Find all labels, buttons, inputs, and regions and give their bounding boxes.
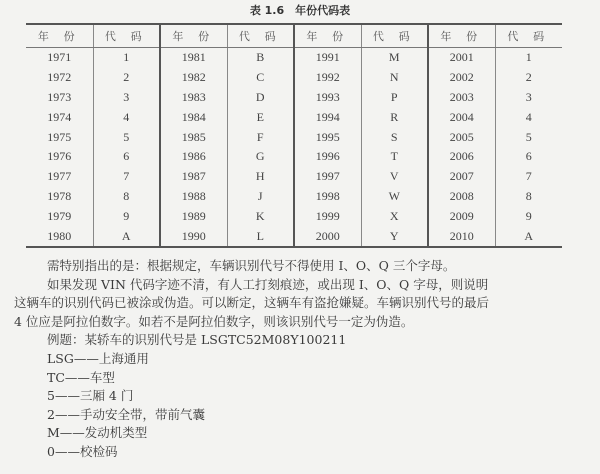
example-line: LSG——上海通用 [47, 350, 149, 366]
paragraph-vin-check: 如果发现 VIN 代码字迹不清，有人工打刻痕迹，或出现 I、O、Q 字母，则说明这辆车的识别代码已被涂或伪造。可以断定，这辆车有盗抢嫌疑。车辆识别代号的最后 4 位应是阿拉伯数字。如若不是阿拉伯数字，则该识别代号一定为伪造。 [14, 276, 490, 329]
code-cell: D [227, 88, 294, 108]
year-cell: 2007 [428, 167, 495, 187]
table-title: 表 1.6 年份代码表 [249, 4, 351, 17]
code-cell: A [495, 226, 562, 247]
year-cell: 1979 [47, 208, 72, 223]
code-cell: 4 [495, 107, 562, 127]
code-cell: 5 [495, 127, 562, 147]
year-cell: 1975 [47, 129, 72, 144]
year-cell: 1976 [47, 149, 72, 164]
code-cell: 2 [495, 68, 562, 88]
header-year: 年 份 [26, 24, 93, 48]
year-cell: 1978 [47, 188, 72, 203]
header-code: 代 码 [227, 24, 294, 48]
year-cell: 2001 [428, 48, 495, 68]
code-cell: 2 [93, 68, 160, 88]
table-header-row [26, 24, 562, 48]
code-cell: 9 [93, 206, 160, 226]
code-cell: 4 [93, 107, 160, 127]
header-code: 代 码 [361, 24, 428, 48]
header-year: 年 份 [294, 24, 361, 48]
year-cell: 1971 [47, 50, 72, 65]
year-cell: 1972 [47, 70, 72, 85]
year-cell: 1990 [160, 226, 227, 247]
code-cell: K [227, 206, 294, 226]
code-cell: 7 [495, 167, 562, 187]
year-cell: 2010 [428, 226, 495, 247]
header-code: 代 码 [495, 24, 562, 48]
year-cell: 1983 [160, 88, 227, 108]
example-line: 5——三厢 4 门 [47, 388, 134, 404]
paragraph-example: 例题：某轿车的识别代号是 LSGTC52M08Y100211 [47, 332, 347, 348]
code-cell: F [227, 127, 294, 147]
code-cell: M [361, 48, 428, 68]
code-cell: S [361, 127, 428, 147]
code-cell: 9 [495, 206, 562, 226]
code-cell: L [227, 226, 294, 247]
year-cell: 2000 [294, 226, 361, 247]
code-cell: J [227, 187, 294, 207]
table-row [26, 127, 562, 147]
example-line: 0——校检码 [47, 443, 118, 459]
example-line: TC——车型 [47, 369, 115, 385]
code-cell: 1 [93, 48, 160, 68]
example-line: 2——手动安全带，带前气囊 [47, 406, 205, 422]
year-cell: 1977 [47, 169, 72, 184]
table-row [26, 206, 562, 226]
code-cell: T [361, 147, 428, 167]
year-cell: 1995 [294, 127, 361, 147]
code-cell: N [361, 68, 428, 88]
year-cell: 2008 [428, 187, 495, 207]
header-code: 代 码 [93, 24, 160, 48]
table-row [26, 88, 562, 108]
year-cell: 1999 [294, 206, 361, 226]
year-cell: 1973 [47, 89, 72, 104]
table-row [26, 187, 562, 207]
header-year: 年 份 [428, 24, 495, 48]
year-cell: 1992 [294, 68, 361, 88]
year-cell: 1974 [47, 109, 72, 124]
table-row [26, 226, 562, 247]
year-cell: 1980 [47, 228, 72, 243]
body-text [14, 257, 494, 462]
code-cell: E [227, 107, 294, 127]
year-cell: 1991 [294, 48, 361, 68]
code-cell: 5 [93, 127, 160, 147]
code-cell: B [227, 48, 294, 68]
year-cell: 2005 [428, 127, 495, 147]
code-cell: 8 [93, 187, 160, 207]
code-cell: W [361, 187, 428, 207]
year-cell: 1998 [294, 187, 361, 207]
paragraph-note: 需特别指出的是：根据规定，车辆识别代号不得使用 I、O、Q 三个字母。 [47, 258, 456, 273]
year-cell: 1994 [294, 107, 361, 127]
code-cell: P [361, 88, 428, 108]
year-cell: 1988 [160, 187, 227, 207]
code-cell: A [93, 226, 160, 247]
year-cell: 1996 [294, 147, 361, 167]
code-cell: G [227, 147, 294, 167]
year-cell: 1997 [294, 167, 361, 187]
code-cell: 6 [495, 147, 562, 167]
code-cell: R [361, 107, 428, 127]
table-row [26, 147, 562, 167]
year-cell: 2006 [428, 147, 495, 167]
year-cell: 1993 [294, 88, 361, 108]
year-cell: 1984 [160, 107, 227, 127]
year-code-table [26, 23, 562, 248]
table-row [26, 107, 562, 127]
table-row [26, 48, 562, 68]
code-cell: 7 [93, 167, 160, 187]
year-cell: 2003 [428, 88, 495, 108]
code-cell: Y [361, 226, 428, 247]
year-cell: 1981 [160, 48, 227, 68]
code-cell: H [227, 167, 294, 187]
example-line: M——发动机类型 [47, 425, 148, 441]
year-cell: 1986 [160, 147, 227, 167]
code-cell: 6 [93, 147, 160, 167]
table-row [26, 68, 562, 88]
table-row [26, 167, 562, 187]
code-cell: C [227, 68, 294, 88]
code-cell: 1 [495, 48, 562, 68]
year-cell: 2002 [428, 68, 495, 88]
code-cell: 8 [495, 187, 562, 207]
year-cell: 2009 [428, 206, 495, 226]
code-cell: X [361, 206, 428, 226]
code-cell: V [361, 167, 428, 187]
header-year: 年 份 [160, 24, 227, 48]
year-cell: 2004 [428, 107, 495, 127]
year-cell: 1987 [160, 167, 227, 187]
code-cell: 3 [93, 88, 160, 108]
year-cell: 1982 [160, 68, 227, 88]
year-cell: 1985 [160, 127, 227, 147]
code-cell: 3 [495, 88, 562, 108]
year-cell: 1989 [160, 206, 227, 226]
